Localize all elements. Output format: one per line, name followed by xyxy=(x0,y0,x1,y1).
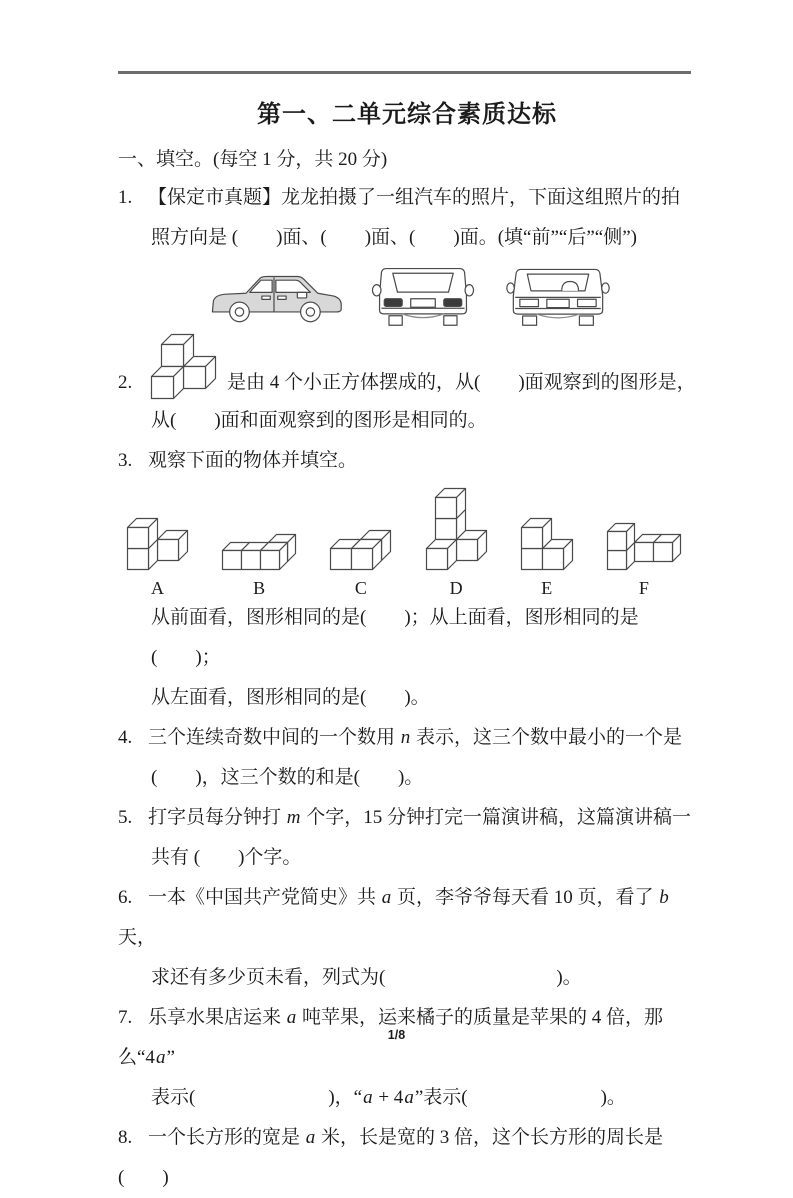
question-text: 【保定市真题】龙龙拍摄了一组汽车的照片，下面这组照片的拍 xyxy=(148,187,681,208)
question-number: 4. xyxy=(118,727,133,748)
question-text: 一本《中国共产党简史》共 a 页，李爷爷每天看 10 页，看了 b 天， xyxy=(118,887,669,948)
question-line xyxy=(118,838,696,878)
question-line xyxy=(118,678,696,718)
question-text: 照方向是 ( )面、( )面、( )面。(填“前”“后”“侧”) xyxy=(151,227,637,248)
figure-label-f: F xyxy=(638,578,649,598)
question-text: 从( )面和面观察到的图形是相同的。 xyxy=(151,410,487,431)
cube-figure-e xyxy=(520,517,574,571)
car-side-view-image xyxy=(204,265,344,329)
question-number: 5. xyxy=(118,807,133,828)
question-text: 一个长方形的宽是 a 米，长是宽的 3 倍，这个长方形的周长是( ) xyxy=(118,1127,664,1188)
cube-figure-q2 xyxy=(150,333,217,400)
question-1 xyxy=(118,178,696,329)
figure-d xyxy=(425,487,488,598)
car-rear-view-image xyxy=(502,262,614,329)
question-text: 观察下面的物体并填空。 xyxy=(148,450,358,471)
question-text: ( )，这三个数的和是( )。 xyxy=(151,767,424,788)
question-line xyxy=(118,401,696,441)
question-text: 求还有多少页未看，列式为( )。 xyxy=(151,967,582,988)
question-number: 8. xyxy=(118,1127,133,1148)
question-text: 三个连续奇数中间的一个数用 n 表示，这三个数中最小的一个是 xyxy=(148,727,683,748)
figure-label-d: D xyxy=(449,578,463,598)
figure-label-c: C xyxy=(354,578,367,598)
question-7 xyxy=(118,998,696,1118)
cube-figure-d xyxy=(425,487,488,571)
question-line xyxy=(118,758,696,798)
question-text: 打字员每分钟打 m 个字，15 分钟打完一篇演讲稿，这篇演讲稿一 xyxy=(148,807,692,828)
question-line xyxy=(118,441,696,481)
question-line xyxy=(118,598,696,678)
figure-c xyxy=(329,529,392,598)
question-line xyxy=(118,958,696,998)
question-line xyxy=(118,798,696,838)
figure-b xyxy=(221,533,297,598)
question-text: 表示( )，“a + 4a”表示( )。 xyxy=(151,1087,626,1108)
question-line xyxy=(118,218,696,258)
question-line xyxy=(118,178,696,218)
question-6 xyxy=(118,878,696,998)
question-5 xyxy=(118,798,696,878)
question-text: 共有 ( )个字。 xyxy=(151,847,302,868)
section-header: 一、填空。(每空 1 分，共 20 分) xyxy=(118,149,388,170)
question-4 xyxy=(118,718,696,798)
question-line xyxy=(118,333,696,401)
question-number: 3. xyxy=(118,450,133,471)
figure-a xyxy=(126,517,189,598)
page-number: 1/8 xyxy=(387,1028,406,1042)
question-text: 从左面看，图形相同的是( )。 xyxy=(151,687,430,708)
question-number: 1. xyxy=(118,187,133,208)
question-number: 2. xyxy=(118,372,133,393)
figure-label-b: B xyxy=(253,578,266,598)
cube-figure-f xyxy=(606,522,682,571)
figure-e xyxy=(520,517,574,598)
page-title: 第一、二单元综合素质达标 xyxy=(257,101,557,128)
question-3 xyxy=(118,441,696,718)
question-line xyxy=(118,718,696,758)
figure-label-a: A xyxy=(151,578,164,598)
question-number: 6. xyxy=(118,887,133,908)
cube-figure-a xyxy=(126,517,189,571)
car-photos-row xyxy=(204,261,696,329)
figure-label-e: E xyxy=(541,578,553,598)
question-line xyxy=(118,1078,696,1118)
car-front-view-image xyxy=(370,261,476,329)
cube-figures-row xyxy=(118,481,696,598)
question-text: 乐享水果店运来 a 吨苹果，运来橘子的质量是苹果的 4 倍，那么“4a” xyxy=(118,1007,664,1068)
top-rule xyxy=(118,71,691,74)
question-text: 从前面看，图形相同的是( )；从上面看，图形相同的是( )； xyxy=(151,607,639,668)
question-line xyxy=(118,1118,696,1198)
question-line xyxy=(118,878,696,958)
question-number: 7. xyxy=(118,1007,133,1028)
question-text: 是由 4 个小正方体摆成的，从( )面观察到的图形是， xyxy=(227,372,696,393)
question-8 xyxy=(118,1118,696,1198)
cube-figure-b xyxy=(221,533,297,571)
cube-figure-c xyxy=(329,529,392,571)
question-2 xyxy=(118,333,696,441)
figure-f xyxy=(606,522,682,598)
